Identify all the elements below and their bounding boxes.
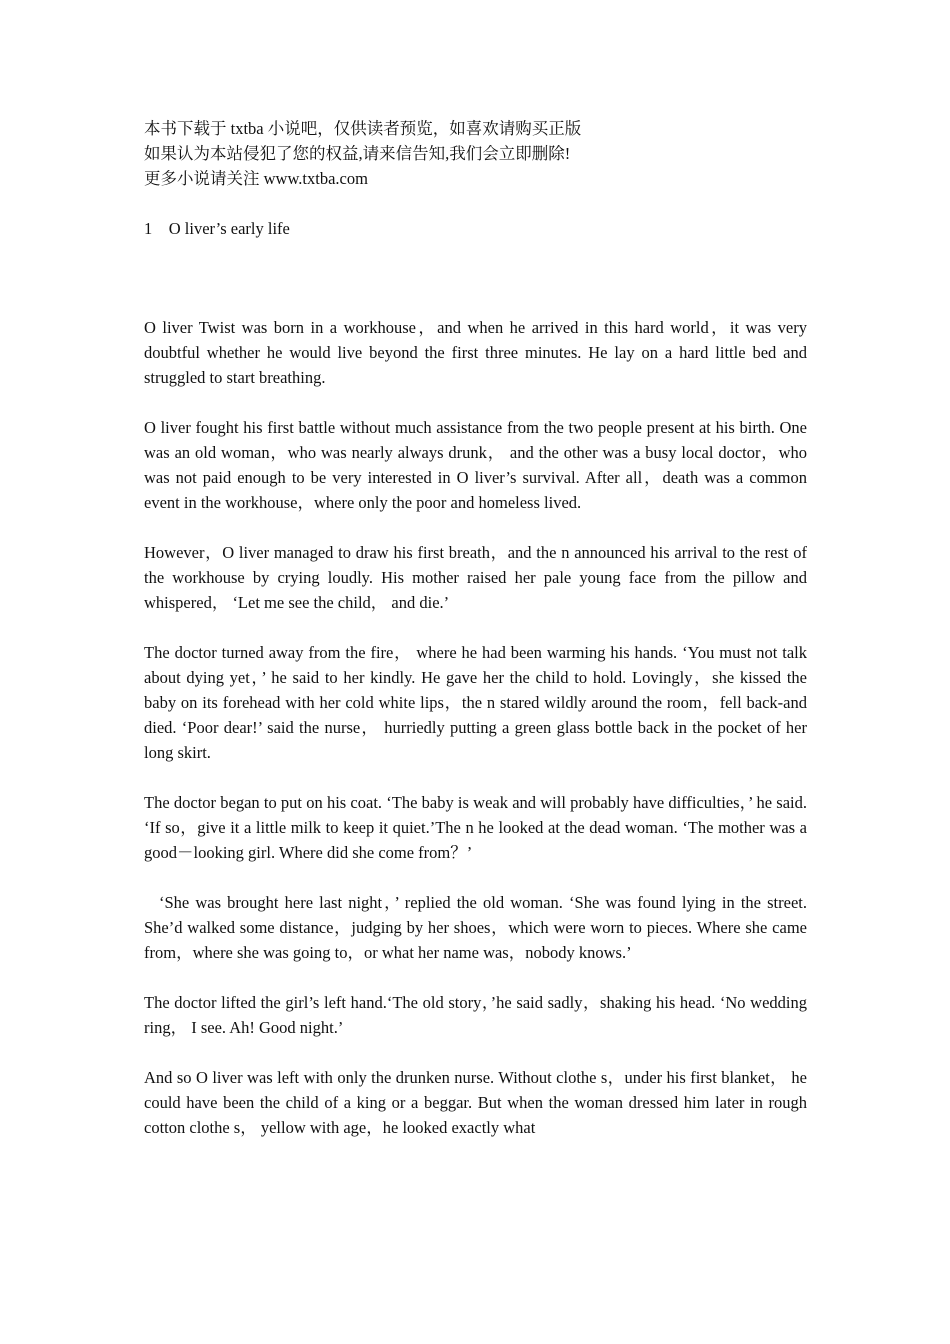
document-body: [144, 116, 807, 1165]
chapter-heading: [144, 216, 807, 241]
copyright-notice-line: 如果认为本站侵犯了您的权益,请来信告知,我们会立即删除!: [144, 144, 571, 163]
chapter-number: 1: [144, 219, 153, 238]
download-notice-line: 本书下载于 txtba 小说吧，仅供读者预览，如喜欢请购买正版: [144, 119, 582, 138]
paragraph: And so O liver was left with only the drunken nurse. Without clothe s，under his first blanket， he could have been the child of a king or a beggar. But when the woman dressed him later in rough cotton clothe s， yellow with age，he looked exactly what: [144, 1068, 807, 1137]
paragraph: O liver Twist was born in a workhouse，and when he arrived in this hard world，it was very doubtful whether he would live beyond the first three minutes. He lay on a hard little bed and struggled to start breathing.: [144, 318, 807, 387]
paragraph: ‘She was brought here last night，’ replied the old woman. ‘She was found lying in the street. She’d walked some distance，judging by her shoes，which were worn to pieces. Where she came from，where she was going to，or what her name was，nobody knows.’: [144, 893, 807, 962]
paragraph: O liver fought his first battle without much assistance from the two people present at his birth. One was an old woman，who was nearly always drunk， and the other was a busy local doctor，who was not paid enough to be very interested in O liver’s survival. After all，death was a common event in the workhouse，where only the poor and homeless lived.: [144, 418, 807, 512]
paragraph: The doctor began to put on his coat. ‘The baby is weak and will probably have difficulties，’ he said. ‘If so，give it a little milk to keep it quiet.’The n he looked at the dead woman. ‘The mother was a good－looking girl. Where did she come from？’: [144, 793, 807, 862]
paragraph: The doctor turned away from the fire， where he had been warming his hands. ‘You must not talk about dying yet，’ he said to her kindly. He gave her the child to hold. Lovingly，she kissed the baby on its forehead with her cold white lips，the n stared wildly around the room，fell back-and died. ‘Poor dear!’ said the nurse， hurriedly putting a green glass bottle back in the pocket of her long skirt.: [144, 643, 807, 762]
paragraph: The doctor lifted the girl’s left hand.‘The old story，’he said sadly，shaking his head. ‘No wedding ring， I see. Ah! Good night.’: [144, 993, 807, 1037]
paragraph: However，O liver managed to draw his first breath，and the n announced his arrival to the rest of the workhouse by crying loudly. His mother raised her pale young face from the pillow and whispered， ‘Let me see the child， and die.’: [144, 543, 807, 612]
website-notice-line: 更多小说请关注 www.txtba.com: [144, 169, 368, 188]
chapter-title: O liver’s early life: [168, 219, 290, 238]
